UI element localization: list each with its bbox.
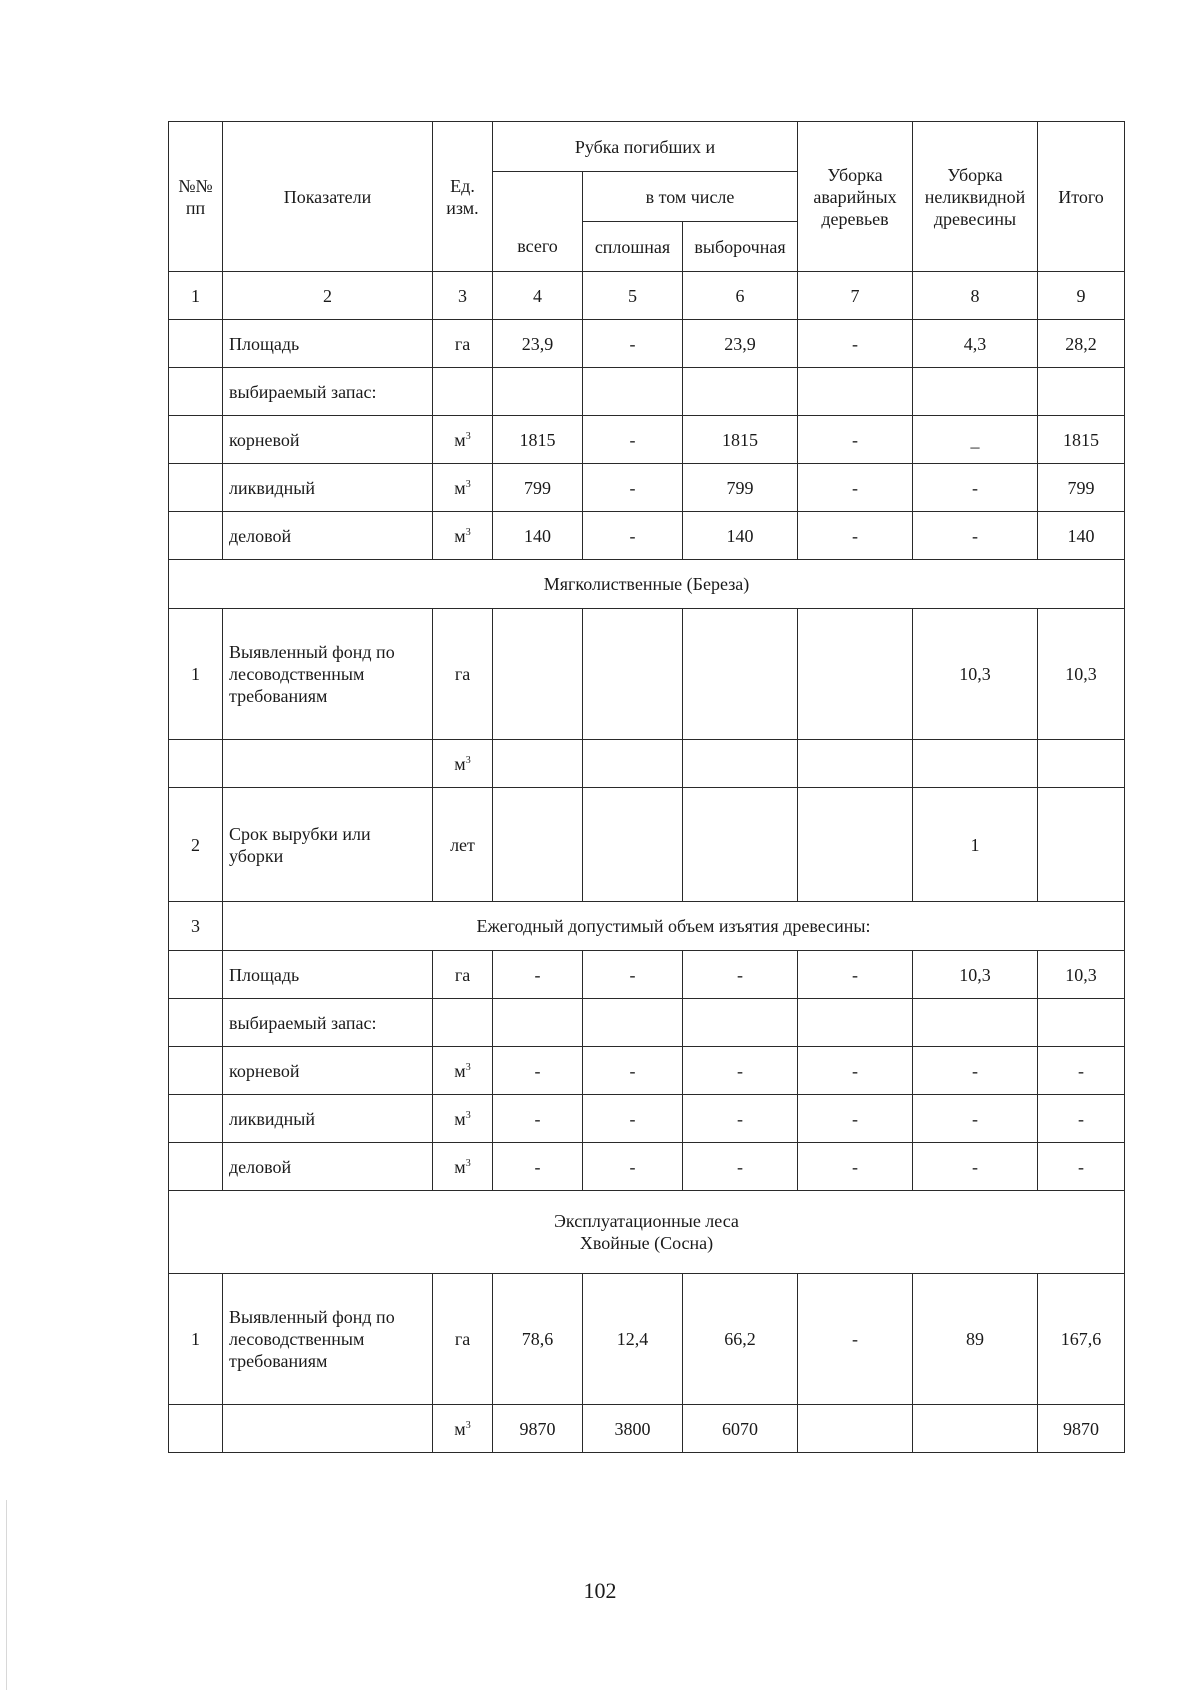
cell-sum: 140 [1038, 512, 1125, 560]
row-num [169, 320, 223, 368]
row-label: выбираемый запас: [223, 999, 433, 1047]
row-label: корневой [223, 416, 433, 464]
page-number: 102 [583, 1578, 617, 1603]
cell-sum: 799 [1038, 464, 1125, 512]
row-unit: $м^3$ [433, 1143, 493, 1191]
cell-illiquid [913, 740, 1038, 788]
row-label [223, 1405, 433, 1453]
cell-emergency [798, 1405, 913, 1453]
row-label: деловой [223, 512, 433, 560]
row-num [169, 999, 223, 1047]
header-illiquid: Уборка неликвидной древесины [913, 122, 1038, 272]
header-unit: Ед. изм. [433, 122, 493, 272]
row-unit: $м^3$ [433, 1405, 493, 1453]
cell-sum: - [1038, 1047, 1125, 1095]
table-row [169, 464, 1125, 512]
cell-sum: 28,2 [1038, 320, 1125, 368]
cell-emergency: - [798, 1095, 913, 1143]
annual-volume-header: Ежегодный допустимый объем изъятия древесины: [223, 902, 1125, 951]
cell-total: - [493, 1143, 583, 1191]
cell-selective: 1815 [683, 416, 798, 464]
column-number: 3 [433, 272, 493, 320]
row-num: 1 [169, 609, 223, 740]
cell-emergency: - [798, 512, 913, 560]
table-row [169, 1274, 1125, 1405]
header-group: Рубка погибших и [493, 122, 798, 172]
cell-total: 78,6 [493, 1274, 583, 1405]
cell-illiquid: - [913, 1095, 1038, 1143]
row-num [169, 368, 223, 416]
row-label [223, 740, 433, 788]
table-row [169, 1405, 1125, 1453]
row-label: выбираемый запас: [223, 368, 433, 416]
cell-clear: - [583, 1047, 683, 1095]
cell-emergency: - [798, 1143, 913, 1191]
cell-total: - [493, 1095, 583, 1143]
row-num [169, 740, 223, 788]
cell-emergency: - [798, 1047, 913, 1095]
cell-selective: - [683, 951, 798, 999]
row-label: ликвидный [223, 464, 433, 512]
cell-emergency: - [798, 1274, 913, 1405]
cell-emergency [798, 368, 913, 416]
header-emergency: Уборка аварийных деревьев [798, 122, 913, 272]
table-row [169, 320, 1125, 368]
row-unit: $м^3$ [433, 1095, 493, 1143]
row-label: ликвидный [223, 1095, 433, 1143]
cell-illiquid: 89 [913, 1274, 1038, 1405]
cell-clear: - [583, 320, 683, 368]
table-row [169, 609, 1125, 740]
table-row [169, 788, 1125, 902]
cell-clear: - [583, 951, 683, 999]
cell-emergency: - [798, 320, 913, 368]
header-selective: выборочная [683, 222, 798, 272]
cell-selective: 6070 [683, 1405, 798, 1453]
row-num: 2 [169, 788, 223, 902]
cell-total: 799 [493, 464, 583, 512]
cell-illiquid: - [913, 1047, 1038, 1095]
cell-total: 140 [493, 512, 583, 560]
table-row [169, 1095, 1125, 1143]
cell-clear: - [583, 512, 683, 560]
cell-emergency: - [798, 951, 913, 999]
row-unit: $м^3$ [433, 464, 493, 512]
column-number: 7 [798, 272, 913, 320]
cell-emergency [798, 740, 913, 788]
cell-total: 9870 [493, 1405, 583, 1453]
row-label: Срок вырубки или уборки [223, 788, 433, 902]
row-label: Выявленный фонд по лесоводственным требованиям [223, 609, 433, 740]
row-label: Площадь [223, 320, 433, 368]
cell-selective [683, 609, 798, 740]
cell-selective: 799 [683, 464, 798, 512]
row-unit: га [433, 951, 493, 999]
cell-clear: - [583, 416, 683, 464]
header-including: в том числе [583, 172, 798, 222]
table-row [169, 1047, 1125, 1095]
row-num [169, 1095, 223, 1143]
cell-total [493, 788, 583, 902]
cell-selective: - [683, 1095, 798, 1143]
cell-illiquid: 1 [913, 788, 1038, 902]
section-title-line2: Хвойные (Сосна) [579, 1233, 714, 1253]
row-unit: $м^3$ [433, 740, 493, 788]
cell-clear [583, 609, 683, 740]
cell-sum: - [1038, 1143, 1125, 1191]
cell-sum [1038, 368, 1125, 416]
cell-illiquid: 10,3 [913, 609, 1038, 740]
cell-clear: - [583, 1143, 683, 1191]
header-indicator: Показатели [223, 122, 433, 272]
cell-clear [583, 368, 683, 416]
cell-illiquid: - [913, 512, 1038, 560]
row-num [169, 464, 223, 512]
cell-total [493, 740, 583, 788]
header-num: №№ пп [169, 122, 223, 272]
cell-sum [1038, 788, 1125, 902]
cell-illiquid: - [913, 1143, 1038, 1191]
cell-sum [1038, 999, 1125, 1047]
row-label: Выявленный фонд по лесоводственным требованиям [223, 1274, 433, 1405]
cell-illiquid: _ [913, 416, 1038, 464]
row-label: корневой [223, 1047, 433, 1095]
table-row [169, 951, 1125, 999]
row-unit: га [433, 1274, 493, 1405]
row-label: Площадь [223, 951, 433, 999]
header-clear: сплошная [583, 222, 683, 272]
cell-illiquid: - [913, 464, 1038, 512]
column-number: 5 [583, 272, 683, 320]
cell-total: - [493, 951, 583, 999]
row-num [169, 1047, 223, 1095]
row-num [169, 416, 223, 464]
cell-illiquid [913, 999, 1038, 1047]
row-num [169, 1143, 223, 1191]
section-title-line1: Эксплуатационные леса [554, 1211, 739, 1231]
column-number: 1 [169, 272, 223, 320]
table-row [169, 416, 1125, 464]
row-unit: $м^3$ [433, 1047, 493, 1095]
row-unit: га [433, 320, 493, 368]
cell-emergency [798, 999, 913, 1047]
column-number: 2 [223, 272, 433, 320]
cell-selective: - [683, 1143, 798, 1191]
forest-cutting-table [168, 121, 1125, 1453]
cell-total [493, 609, 583, 740]
cell-selective: 66,2 [683, 1274, 798, 1405]
cell-sum: 167,6 [1038, 1274, 1125, 1405]
cell-selective: 23,9 [683, 320, 798, 368]
cell-selective [683, 740, 798, 788]
cell-selective: 140 [683, 512, 798, 560]
column-number: 6 [683, 272, 798, 320]
cell-total [493, 999, 583, 1047]
cell-sum: 10,3 [1038, 951, 1125, 999]
cell-sum [1038, 740, 1125, 788]
row-unit [433, 999, 493, 1047]
table-row [169, 740, 1125, 788]
cell-selective [683, 788, 798, 902]
cell-emergency [798, 609, 913, 740]
cell-total: 1815 [493, 416, 583, 464]
row-unit: $м^3$ [433, 416, 493, 464]
row-unit: га [433, 609, 493, 740]
column-number: 8 [913, 272, 1038, 320]
row-num [169, 1405, 223, 1453]
column-number: 4 [493, 272, 583, 320]
table-row [169, 999, 1125, 1047]
cell-sum: - [1038, 1095, 1125, 1143]
table-row [169, 368, 1125, 416]
cell-total [493, 368, 583, 416]
section-header-birch: Мягколиственные (Береза) [169, 560, 1125, 609]
cell-clear: - [583, 464, 683, 512]
cell-emergency: - [798, 464, 913, 512]
table-row [169, 512, 1125, 560]
cell-total: - [493, 1047, 583, 1095]
cell-sum: 10,3 [1038, 609, 1125, 740]
cell-selective [683, 999, 798, 1047]
row-num: 1 [169, 1274, 223, 1405]
cell-clear: 3800 [583, 1405, 683, 1453]
header-sum: Итого [1038, 122, 1125, 272]
cell-emergency: - [798, 416, 913, 464]
cell-clear: - [583, 1095, 683, 1143]
section-header-exploitation [169, 1191, 1125, 1274]
column-number: 9 [1038, 272, 1125, 320]
cell-total: 23,9 [493, 320, 583, 368]
cell-sum: 1815 [1038, 416, 1125, 464]
row-unit: $м^3$ [433, 512, 493, 560]
cell-illiquid: 10,3 [913, 951, 1038, 999]
cell-emergency [798, 788, 913, 902]
cell-illiquid [913, 1405, 1038, 1453]
cell-sum: 9870 [1038, 1405, 1125, 1453]
header-total-cut: всего [493, 172, 583, 272]
cell-illiquid: 4,3 [913, 320, 1038, 368]
table-row [169, 1143, 1125, 1191]
cell-selective [683, 368, 798, 416]
cell-clear [583, 999, 683, 1047]
row-unit [433, 368, 493, 416]
cell-illiquid [913, 368, 1038, 416]
row-num [169, 512, 223, 560]
cell-selective: - [683, 1047, 798, 1095]
cell-clear: 12,4 [583, 1274, 683, 1405]
cell-clear [583, 740, 683, 788]
row-num [169, 951, 223, 999]
cell-clear [583, 788, 683, 902]
row-label: деловой [223, 1143, 433, 1191]
row-num: 3 [169, 902, 223, 951]
row-unit: лет [433, 788, 493, 902]
